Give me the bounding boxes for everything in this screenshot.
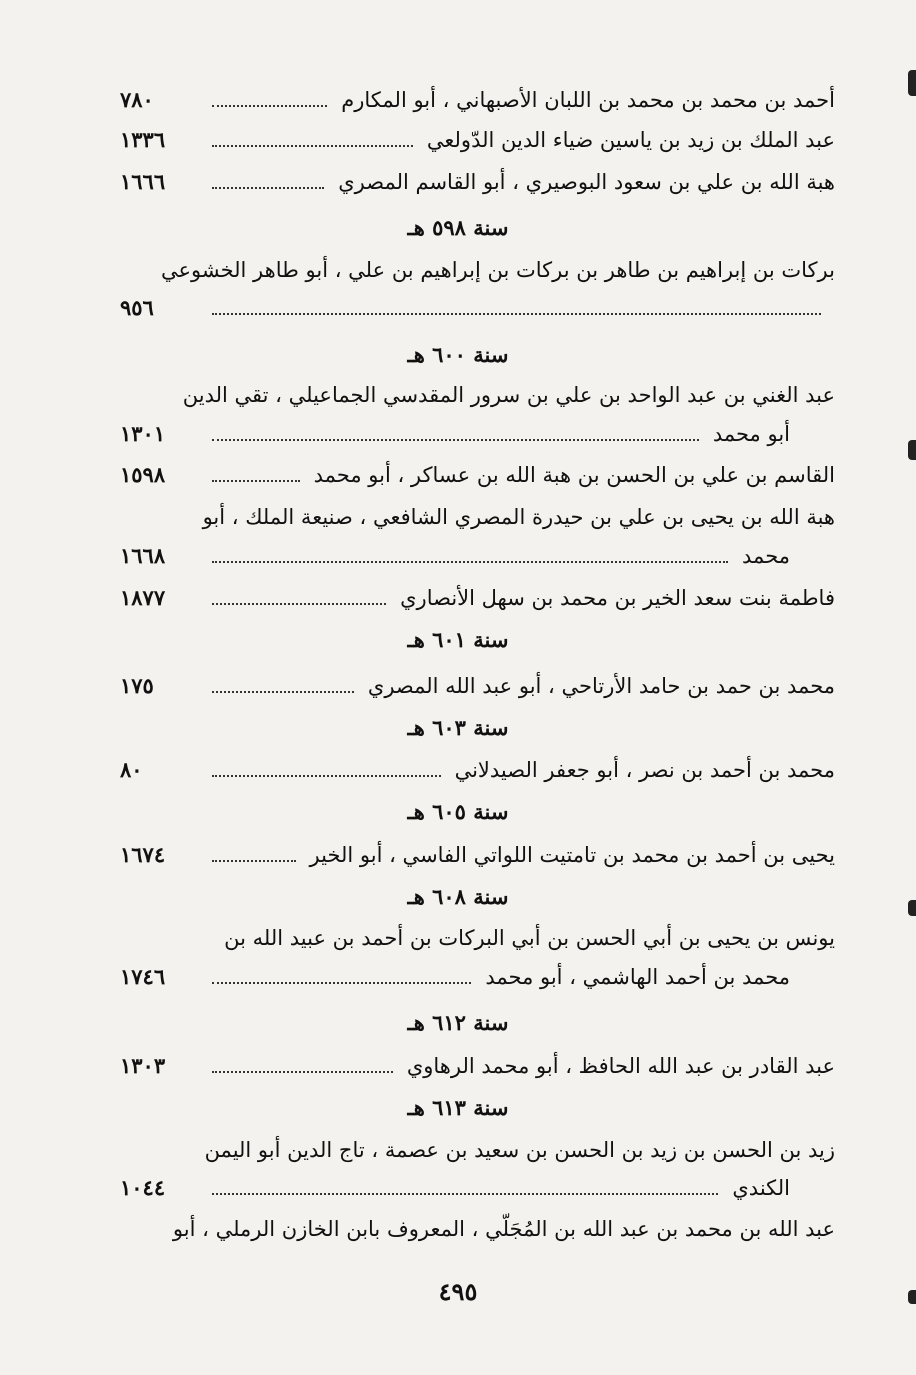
leader-dots <box>212 185 324 189</box>
entry-number: ١٦٦٦ <box>120 169 166 194</box>
year-heading: سنة ٦٠١ هـ <box>407 627 509 652</box>
entry-name: عبد القادر بن عبد الله الحافظ ، أبو محمد الرهاوي <box>406 1054 835 1078</box>
index-entry <box>120 455 835 495</box>
year-heading: سنة ٦٠٥ هـ <box>407 799 509 824</box>
entry-name: عبد الله بن محمد بن عبد الله بن المُجَلّي ، المعروف بابن الخازن الرملي ، أبو <box>172 1217 835 1241</box>
index-entry <box>120 120 835 160</box>
entry-number: ١٧٥ <box>120 673 154 698</box>
index-entry <box>120 80 835 120</box>
entry-name-continuation: الكندي <box>732 1176 790 1200</box>
index-entry-continuation <box>120 288 835 328</box>
entry-name: عبد الملك بن زيد بن ياسين ضياء الدين الدّولعي <box>426 128 835 152</box>
leader-dots <box>212 103 327 107</box>
entry-number: ٧٨٠ <box>120 87 154 112</box>
index-entry-continuation <box>120 414 835 454</box>
year-heading: سنة ٦١٣ هـ <box>407 1095 509 1120</box>
index-entry <box>120 250 835 290</box>
index-entry <box>120 162 835 202</box>
entry-name: محمد بن أحمد بن نصر ، أبو جعفر الصيدلاني <box>454 758 835 782</box>
leader-dots <box>212 858 296 862</box>
entry-name: عبد الغني بن عبد الواحد بن علي بن سرور المقدسي الجماعيلي ، تقي الدين <box>182 383 835 407</box>
entry-name: هبة الله بن علي بن سعود البوصيري ، أبو القاسم المصري <box>338 170 835 194</box>
index-entry <box>120 375 835 415</box>
leader-dots <box>212 311 821 315</box>
index-entry <box>120 666 835 706</box>
page-edge-mark <box>908 1290 916 1304</box>
entry-number: ١٣٠١ <box>120 421 166 446</box>
index-entry-continuation <box>120 536 835 576</box>
leader-dots <box>212 1069 393 1073</box>
entry-number: ٩٥٦ <box>120 295 154 320</box>
entry-number: ١٣٣٦ <box>120 127 166 152</box>
page-edge-mark <box>908 70 916 96</box>
leader-dots <box>212 601 386 605</box>
entry-number: ٨٠ <box>120 757 143 782</box>
page-number: ٤٩٥ <box>438 1277 478 1306</box>
entry-name: زيد بن الحسن بن زيد بن الحسن بن سعيد بن عصمة ، تاج الدين أبو اليمن <box>204 1138 835 1162</box>
index-entry-continuation <box>120 957 835 997</box>
index-entry <box>120 578 835 618</box>
year-heading: سنة ٦٠٠ هـ <box>407 342 509 367</box>
entry-number: ١٣٠٣ <box>120 1053 166 1078</box>
leader-dots <box>212 1191 718 1195</box>
entry-number: ١٠٤٤ <box>120 1175 166 1200</box>
entry-name: بركات بن إبراهيم بن طاهر بن بركات بن إبراهيم بن علي ، أبو طاهر الخشوعي <box>160 258 835 282</box>
page-edge-mark <box>908 440 916 460</box>
index-entry <box>120 1209 835 1249</box>
entry-number: ١٦٦٨ <box>120 543 166 568</box>
entry-name: فاطمة بنت سعد الخير بن محمد بن سهل الأنصاري <box>400 586 835 610</box>
page-edge-mark <box>908 900 916 916</box>
entry-name: القاسم بن علي بن الحسن بن هبة الله بن عساكر ، أبو محمد <box>313 463 835 487</box>
entry-name: يونس بن يحيى بن أبي الحسن بن أبي البركات بن أحمد بن عبيد الله بن <box>224 926 835 950</box>
index-entry <box>120 835 835 875</box>
entry-number: ١٥٩٨ <box>120 462 166 487</box>
index-entry <box>120 497 835 537</box>
index-entry <box>120 918 835 958</box>
leader-dots <box>212 143 413 147</box>
entry-number: ١٦٧٤ <box>120 842 166 867</box>
leader-dots <box>212 980 471 984</box>
entry-number: ١٨٧٧ <box>120 585 166 610</box>
index-entry <box>120 1046 835 1086</box>
year-heading: سنة ٦٠٨ هـ <box>407 884 509 909</box>
leader-dots <box>212 773 441 777</box>
leader-dots <box>212 689 354 693</box>
index-entry <box>120 750 835 790</box>
entry-name-continuation: محمد <box>742 544 790 568</box>
leader-dots <box>212 478 300 482</box>
entry-name: هبة الله بن يحيى بن علي بن حيدرة المصري الشافعي ، صنيعة الملك ، أبو <box>202 505 835 529</box>
year-heading: سنة ٦١٢ هـ <box>407 1010 509 1035</box>
index-entry <box>120 1130 835 1170</box>
year-heading: سنة ٦٠٣ هـ <box>407 715 509 740</box>
leader-dots <box>212 437 699 441</box>
entry-name-continuation: محمد بن أحمد الهاشمي ، أبو محمد <box>485 965 790 989</box>
entry-name-continuation: أبو محمد <box>712 422 790 446</box>
entry-name: أحمد بن محمد بن محمد بن اللبان الأصبهاني ، أبو المكارم <box>341 88 835 112</box>
index-entry-continuation <box>120 1168 835 1208</box>
entry-name: محمد بن حمد بن حامد الأرتاحي ، أبو عبد الله المصري <box>367 674 835 698</box>
leader-dots <box>212 559 728 563</box>
year-heading: سنة ٥٩٨ هـ <box>407 215 509 240</box>
entry-name: يحيى بن أحمد بن محمد بن تامتيت اللواتي الفاسي ، أبو الخير <box>309 843 835 867</box>
entry-number: ١٧٤٦ <box>120 964 166 989</box>
